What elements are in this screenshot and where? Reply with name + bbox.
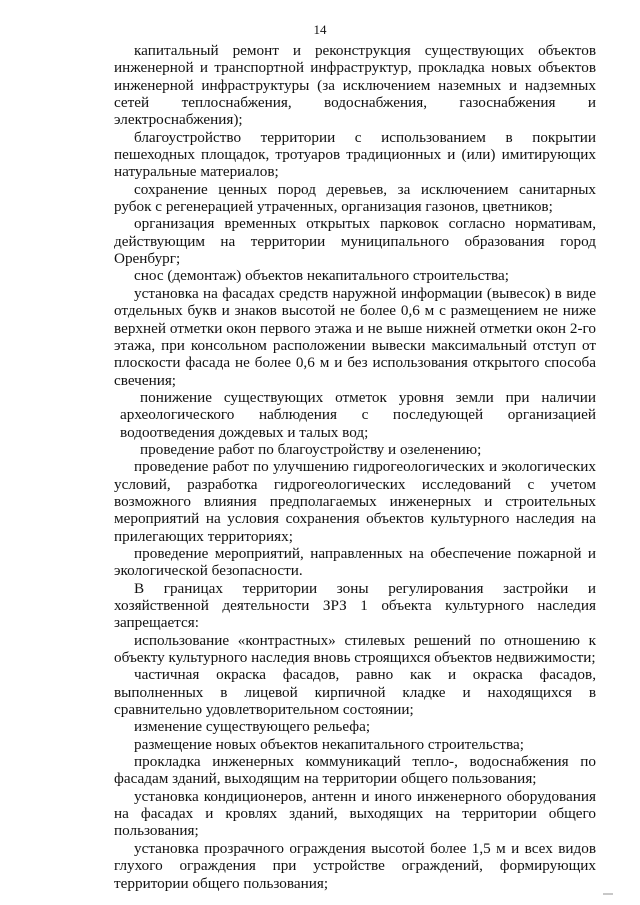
paragraph: проведение работ по благоустройству и озеленению; <box>140 440 482 458</box>
paragraph: капитальный ремонт и реконструкция существующих объектов инженерной и транспортной инфраструктур, прокладка новых объектов инженерной инфраструктуры (за исключением наземных и надземных сетей теплоснабжения, водоснабжения, газоснабжения и электроснабжения); <box>114 42 596 129</box>
paragraph: частичная окраска фасадов, равно как и окраска фасадов, выполненных в лицевой кирпичной кладке и находящихся в сравнительно удовлетворительном состоянии; <box>114 666 596 719</box>
paragraph: размещение новых объектов некапитального строительства; <box>134 735 524 753</box>
paragraph: В границах территории зоны регулирования застройки и хозяйственной деятельности ЗРЗ 1 объекта культурного наследия запрещается: <box>114 579 596 632</box>
paragraph: прокладка инженерных коммуникаций тепло-, водоснабжения по фасадам зданий, выходящим на территории общего пользования; <box>114 753 596 788</box>
paragraph: снос (демонтаж) объектов некапитального строительства; <box>134 267 509 285</box>
paragraph: использование «контрастных» стилевых решений по отношению к объекту культурного наследия вновь строящихся объектов недвижимости; <box>114 631 596 667</box>
paragraph: установка на фасадах средств наружной информации (вывесок) в виде отдельных букв и знаков высотой не более 0,6 м с размещением не ниже верхней отметки окон первого этажа и не выше нижней отметки окон 2-го этажа, при консольном расположении вывески максимальный отступ от плоскости фасада не более 0,6 м и без использования открытого способа свечения; <box>114 284 596 389</box>
paragraph: изменение существующего рельефа; <box>134 718 371 736</box>
paragraph: организация временных открытых парковок согласно нормативам, действующим на территории муниципального образования город Оренбург; <box>114 215 596 268</box>
paragraph: проведение мероприятий, направленных на обеспечение пожарной и экологической безопасности. <box>114 544 596 580</box>
paragraph: понижение существующих отметок уровня земли при наличии археологического наблюдения с последующей организацией водоотведения дождевых и талых вод; <box>120 388 596 441</box>
paragraph: установка прозрачного ограждения высотой более 1,5 м и всех видов глухого ограждения при устройстве ограждений, формирующих территории общего пользования; <box>114 839 596 892</box>
scan-mark <box>603 893 613 895</box>
paragraph: благоустройство территории с использованием в покрытии пешеходных площадок, тротуаров традиционных и (или) имитирующих натуральные материалов; <box>114 128 596 181</box>
page-number: 14 <box>313 22 327 37</box>
paragraph: проведение работ по улучшению гидрогеологических и экологических условий, разработка гидрогеологических исследований с учетом возможного влияния предполагаемых инженерных и строительных мероприятий на условия сохранения объектов культурного наследия на прилегающих территориях; <box>114 458 596 545</box>
paragraph: установка кондиционеров, антенн и иного инженерного оборудования на фасадах и кровлях зданий, выходящих на территории общего пользования; <box>114 787 596 840</box>
document-body <box>114 42 596 892</box>
paragraph: сохранение ценных пород деревьев, за исключением санитарных рубок с регенерацией утраченных, организация газонов, цветников; <box>114 180 596 216</box>
